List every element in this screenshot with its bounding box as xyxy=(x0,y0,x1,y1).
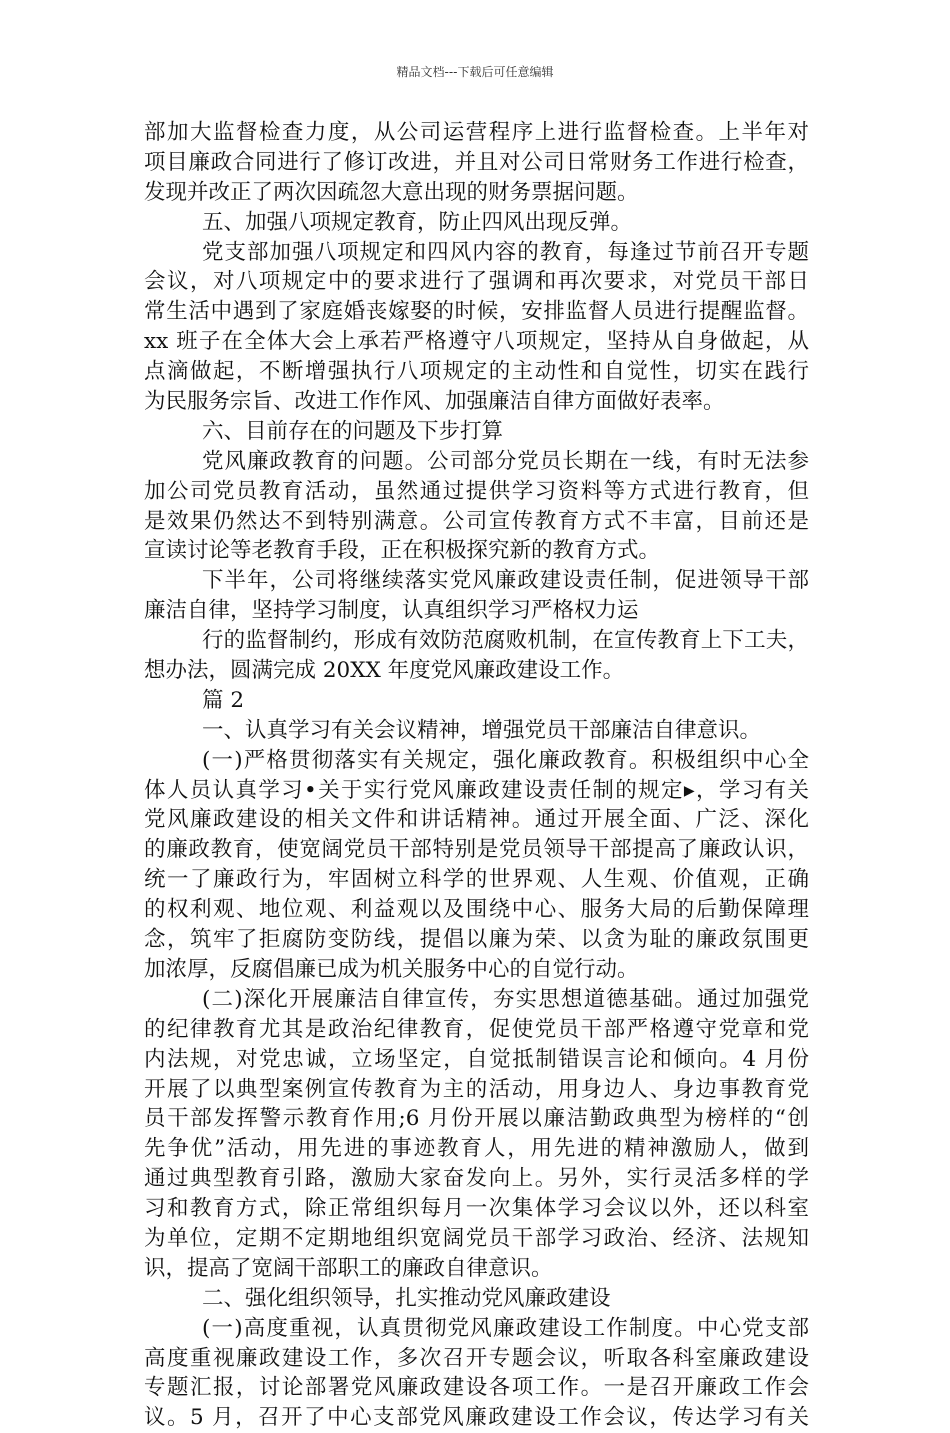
text-line: 识，提高了宽阔干部职工的廉政自律意识。 xyxy=(144,1255,553,1281)
text-line: 的廉政教育，使宽阔党员干部特别是党员领导干部提高了廉政认识， xyxy=(144,837,809,863)
text-line: 点滴做起，不断增强执行八项规定的主动性和自觉性，切实在践行 xyxy=(144,359,809,385)
document-body xyxy=(144,118,809,1433)
text-line: 内法规，对党忠诚，立场坚定，自觉抵制错误言论和倾向。4 月份 xyxy=(144,1046,809,1072)
text-line: 统一了廉政行为，牢固树立科学的世界观、人生观、价值观，正确 xyxy=(144,867,809,893)
text-line: 加浓厚，反腐倡廉已成为机关服务中心的自觉行动。 xyxy=(144,956,639,982)
text-line: 部加大监督检查力度，从公司运营程序上进行监督检查。上半年对 xyxy=(144,120,809,145)
text-line: 六、目前存在的问题及下步打算 xyxy=(202,418,504,444)
text-line: 加公司党员教育活动，虽然通过提供学习资料等方式进行教育，但 xyxy=(144,478,809,504)
text-line: 专题汇报，讨论部署党风廉政建设各项工作。一是召开廉政工作会 xyxy=(144,1375,809,1401)
text-line: 党支部加强八项规定和四风内容的教育，每逢过节前召开专题 xyxy=(202,239,809,265)
text-line: 高度重视廉政建设工作，多次召开专题会议，听取各科室廉政建设 xyxy=(144,1345,809,1371)
text-line: 行的监督制约，形成有效防范腐败机制，在宣传教育上下工夫， xyxy=(202,628,809,654)
text-line: 篇 2 xyxy=(202,687,245,713)
text-line: 项目廉政合同进行了修订改进，并且对公司日常财务工作进行检查， xyxy=(144,149,809,175)
text-line: (二)深化开展廉洁自律宣传，夯实思想道德基础。通过加强党 xyxy=(202,986,809,1012)
text-line: 习和教育方式，除正常组织每月一次集体学习会议以外，还以科室 xyxy=(144,1196,809,1222)
text-line: 宣读讨论等老教育手段，正在积极探究新的教育方式。 xyxy=(144,538,661,564)
text-line: xx 班子在全体大会上承若严格遵守八项规定，坚持从自身做起，从 xyxy=(144,329,809,355)
text-line: 五、加强八项规定教育，防止四风出现反弹。 xyxy=(202,209,633,235)
text-line: 体人员认真学习•关于实行党风廉政建设责任制的规定▸，学习有关 xyxy=(144,777,809,803)
text-line: (一)高度重视，认真贯彻党风廉政建设工作制度。中心党支部 xyxy=(202,1315,809,1341)
text-line: 念，筑牢了拒腐防变防线，提倡以廉为荣、以贪为耻的廉政氛围更 xyxy=(144,927,809,953)
page-header: 精品文档---下载后可任意编辑 xyxy=(396,65,554,79)
text-line: 为民服务宗旨、改进工作作风、加强廉洁自律方面做好表率。 xyxy=(144,389,725,415)
text-line: 员干部发挥警示教育作用;6 月份开展以廉洁勤政典型为榜样的“创 xyxy=(144,1106,809,1132)
text-line: 会议，对八项规定中的要求进行了强调和再次要求，对党员干部日 xyxy=(144,269,809,295)
text-line: 开展了以典型案例宣传教育为主的活动，用身边人、身边事教育党 xyxy=(144,1076,809,1102)
text-line: 的权利观、地位观、利益观以及围绕中心、服务大局的后勤保障理 xyxy=(144,897,809,923)
text-line: 一、认真学习有关会议精神，增强党员干部廉洁自律意识。 xyxy=(202,717,762,743)
text-line: 是效果仍然达不到特别满意。公司宣传教育方式不丰富，目前还是 xyxy=(144,508,809,534)
text-line: 廉洁自律，坚持学习制度，认真组织学习严格权力运 xyxy=(144,598,639,624)
text-line: 二、强化组织领导，扎实推动党风廉政建设 xyxy=(202,1285,611,1311)
text-line: 议。5 月，召开了中心支部党风廉政建设工作会议，传达学习有关 xyxy=(144,1405,809,1431)
text-line: 常生活中遇到了家庭婚丧嫁娶的时候，安排监督人员进行提醒监督。 xyxy=(144,299,809,325)
text-line: 发现并改正了两次因疏忽大意出现的财务票据问题。 xyxy=(144,179,639,205)
text-line: 通过典型教育引路，激励大家奋发向上。另外，实行灵活多样的学 xyxy=(144,1166,809,1192)
text-line: 下半年，公司将继续落实党风廉政建设责任制，促进领导干部 xyxy=(202,568,809,594)
text-line: 想办法，圆满完成 20XX 年度党风廉政建设工作。 xyxy=(144,658,625,684)
text-line: 党风廉政教育的问题。公司部分党员长期在一线，有时无法参 xyxy=(202,448,809,474)
text-line: 党风廉政建设的相关文件和讲话精神。通过开展全面、广泛、深化 xyxy=(144,807,809,833)
text-line: 为单位，定期不定期地组织宽阔党员干部学习政治、经济、法规知 xyxy=(144,1225,809,1251)
text-line: (一)严格贯彻落实有关规定，强化廉政教育。积极组织中心全 xyxy=(202,747,809,773)
text-line: 的纪律教育尤其是政治纪律教育，促使党员干部严格遵守党章和党 xyxy=(144,1016,809,1042)
text-line: 先争优”活动，用先进的事迹教育人，用先进的精神激励人，做到 xyxy=(144,1136,809,1162)
